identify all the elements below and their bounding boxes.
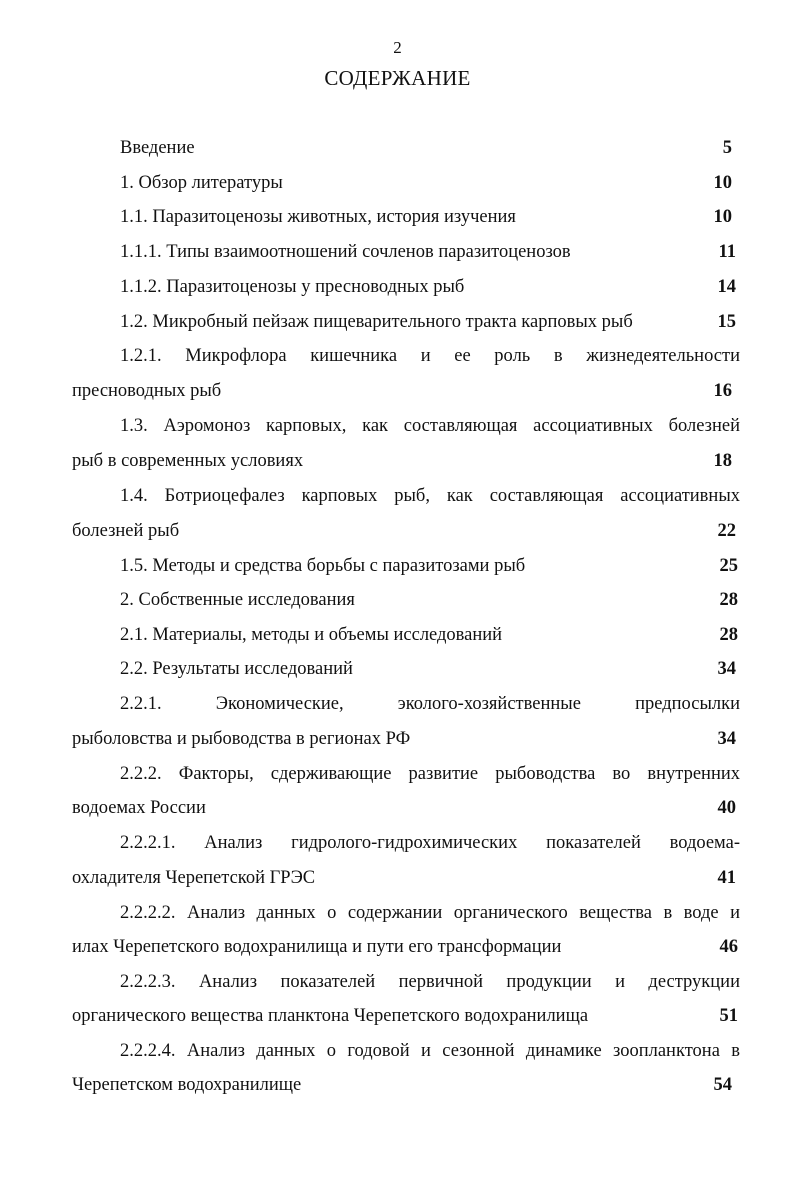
- toc-entry-page: 18: [713, 451, 732, 471]
- toc-entry-text-line2: пресноводных рыб: [72, 381, 222, 401]
- toc-entry-page: 34: [717, 659, 736, 679]
- toc-entry-page: 28: [719, 625, 738, 645]
- toc-entry-text: 1.2. Микробный пейзаж пищеварительного тракта карповых рыб: [120, 312, 633, 332]
- toc-entry-text-line1: 2.2.1. Экономические, эколого-хозяйственные предпосылки: [120, 694, 740, 714]
- toc-entry-page: 16: [713, 381, 732, 401]
- toc-entry-text: 1. Обзор литературы: [120, 173, 283, 193]
- toc-entry-text-line2: болезней рыб: [72, 521, 180, 541]
- toc-entry-text: 1.1.1. Типы взаимоотношений сочленов паразитоценозов: [120, 242, 571, 262]
- toc-entry-text-line1: 2.2.2. Факторы, сдерживающие развитие рыбоводства во внутренних: [120, 764, 740, 784]
- toc-entry-text-line1: 1.3. Аэромоноз карповых, как составляющая ассоциативных болезней: [120, 416, 740, 436]
- toc-entry-page: 41: [717, 868, 736, 888]
- toc-entry-text-line2: рыб в современных условиях: [72, 451, 304, 471]
- toc-entry-text: 1.1. Паразитоценозы животных, история изучения: [120, 207, 516, 227]
- toc-entry-page: 5: [722, 138, 732, 158]
- toc-entry-page: 10: [713, 173, 732, 193]
- toc-entry-page: 11: [718, 242, 736, 262]
- toc-entry-text-line2: водоемах России: [72, 798, 206, 818]
- toc-entry-text-line1: 2.2.2.4. Анализ данных о годовой и сезонной динамике зоопланктона в: [120, 1041, 740, 1061]
- toc-entry-text: 2. Собственные исследования: [120, 590, 355, 610]
- toc-entry-text-line2: илах Черепетского водохранилища и пути его трансформации: [72, 937, 562, 957]
- toc-entry-text-line1: 2.2.2.2. Анализ данных о содержании органического вещества в воде и: [120, 903, 740, 923]
- toc-entry-text: 2.2. Результаты исследований: [120, 659, 353, 679]
- toc-entry-text-line2: охладителя Черепетской ГРЭС: [72, 868, 316, 888]
- toc-entry-page: 46: [719, 937, 738, 957]
- toc-entry-page: 40: [717, 798, 736, 818]
- toc-entry-text-line1: 1.4. Ботриоцефалез карповых рыб, как составляющая ассоциативных: [120, 486, 740, 506]
- toc-entry-text: 1.1.2. Паразитоценозы у пресноводных рыб: [120, 277, 465, 297]
- page-number: 2: [393, 38, 402, 57]
- toc-entry-text-line1: 2.2.2.3. Анализ показателей первичной продукции и деструкции: [120, 972, 740, 992]
- toc-entry-page: 51: [719, 1006, 738, 1026]
- toc-entry-page: 28: [719, 590, 738, 610]
- toc-entry-page: 22: [717, 521, 736, 541]
- toc-entry-text-line2: рыболовства и рыбоводства в регионах РФ: [72, 729, 411, 749]
- toc-entry-text-line2: органического вещества планктона Черепетского водохранилища: [72, 1006, 589, 1026]
- toc-entry-text: 1.5. Методы и средства борьбы с паразитозами рыб: [120, 556, 526, 576]
- toc-entry-page: 54: [713, 1075, 732, 1095]
- toc-entry-page: 25: [719, 556, 738, 576]
- toc-entry-page: 34: [717, 729, 736, 749]
- toc-entry-text-line1: 1.2.1. Микрофлора кишечника и ее роль в жизнедеятельности: [120, 346, 740, 366]
- toc-entry-text: 2.1. Материалы, методы и объемы исследований: [120, 625, 503, 645]
- page-title: СОДЕРЖАНИЕ: [324, 66, 471, 90]
- toc-entry-text-line2: Черепетском водохранилище: [72, 1075, 302, 1095]
- toc-entry-text: Введение: [120, 138, 195, 158]
- toc-entry-page: 15: [717, 312, 736, 332]
- toc-entry-text-line1: 2.2.2.1. Анализ гидролого-гидрохимических показателей водоема-: [120, 833, 740, 853]
- toc-entry-page: 14: [717, 277, 736, 297]
- toc-entry-page: 10: [713, 207, 732, 227]
